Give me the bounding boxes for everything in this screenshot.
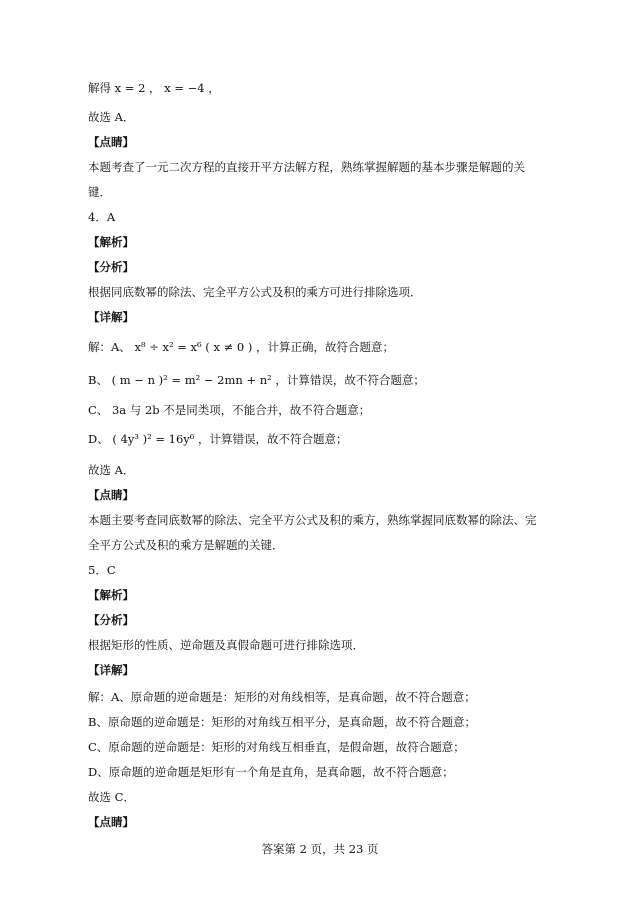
option-b-line: B、 ( m − n )² = m² − 2mn + n² ，计算错误，故不符合题意； (88, 373, 425, 387)
section-heading-analysis: 【分析】 (88, 613, 134, 627)
section-heading-explanation: 【解析】 (88, 235, 134, 249)
option-d-line: D、 ( 4y³ )² = 16y⁶ ，计算错误，故不符合题意； (88, 432, 348, 446)
section-heading-analysis: 【分析】 (88, 260, 134, 274)
section-heading-comment: 【点睛】 (88, 488, 134, 502)
option-a-line: 解：A、原命题的逆命题是：矩形的对角线相等，是真命题，故不符合题意； (88, 690, 476, 704)
comment-text-line: 全平方公式及积的乘方是解题的关键． (88, 538, 284, 552)
section-heading-detail: 【详解】 (88, 310, 134, 324)
comment-text-line: 本题主要考查同底数幂的除法、完全平方公式及积的乘方，熟练掌握同底数幂的除法、完 (88, 513, 537, 527)
section-heading-comment: 【点睛】 (88, 135, 134, 149)
option-a-line: 解：A、 x⁸ ÷ x² = x⁶ ( x ≠ 0 ) ，计算正确，故符合题意； (88, 340, 394, 354)
analysis-text-line: 根据同底数幂的除法、完全平方公式及积的乘方可进行排除选项． (88, 285, 422, 299)
option-b-line: B、原命题的逆命题是：矩形的对角线互相平分，是真命题，故不符合题意； (88, 715, 476, 729)
option-d-line: D、原命题的逆命题是矩形有一个角是直角，是真命题，故不符合题意； (88, 765, 454, 779)
question-answer-heading: 4．A (88, 210, 116, 224)
comment-text-line: 本题考查了一元二次方程的直接开平方法解方程，熟练掌握解题的基本步骤是解题的关 (88, 160, 525, 174)
option-c-line: C、原命题的逆命题是：矩形的对角线互相垂直，是假命题，故符合题意； (88, 740, 465, 754)
section-heading-comment: 【点睛】 (88, 815, 134, 829)
page-footer: 答案第 2 页，共 23 页 (261, 842, 379, 856)
answer-choice-line: 故选 A． (88, 463, 135, 477)
option-c-line: C、 3a 与 2b 不是同类项，不能合并，故不符合题意； (88, 403, 371, 417)
section-heading-explanation: 【解析】 (88, 588, 134, 602)
comment-text-line: 键． (88, 185, 111, 199)
analysis-text-line: 根据矩形的性质、逆命题及真假命题可进行排除选项． (88, 638, 364, 652)
solution-line: 解得 x = 2 ， x = −4 ， (88, 81, 220, 95)
question-answer-heading: 5．C (88, 563, 116, 577)
section-heading-detail: 【详解】 (88, 663, 134, 677)
answer-choice-line: 故选 A． (88, 110, 135, 124)
answer-choice-line: 故选 C． (88, 790, 135, 804)
